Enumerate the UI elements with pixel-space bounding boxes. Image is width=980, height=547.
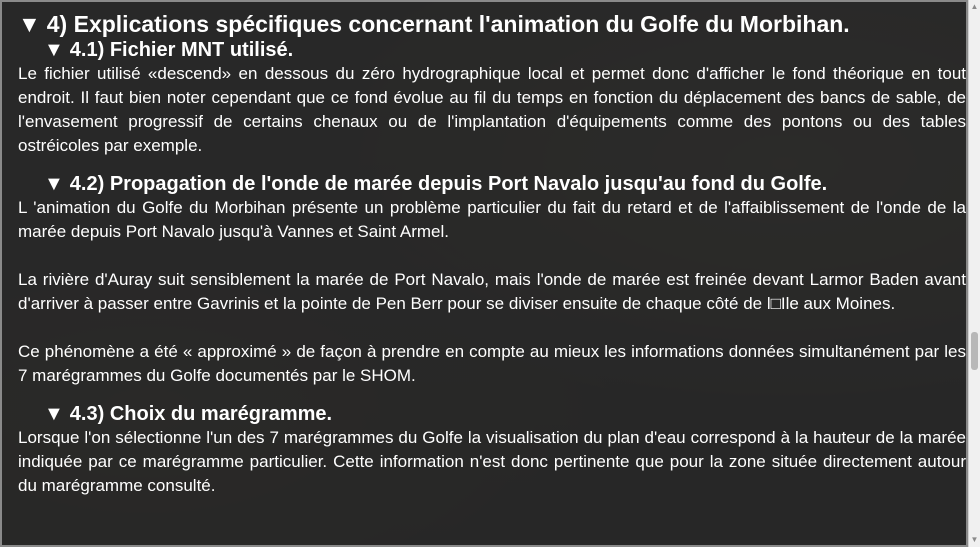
paragraph: Lorsque l'on sélectionne l'un des 7 marégrammes du Golfe la visualisation du plan d'eau correspond à la hauteur de la marée indiquée par ce marégramme particulier. Cette information n'est donc pertinente que pour la zone située directement autour du marégramme consulté. <box>18 428 966 495</box>
collapse-triangle-icon[interactable]: ▼ <box>44 39 64 61</box>
collapse-triangle-icon[interactable]: ▼ <box>18 11 41 37</box>
paragraph: Ce phénomène a été « approximé » de façon à prendre en compte au mieux les informations données simultanément par les 7 marégrammes du Golfe documentés par le SHOM. <box>18 342 966 385</box>
scroll-down-arrow-icon[interactable]: ▼ <box>970 535 979 544</box>
scroll-up-arrow-icon[interactable]: ▲ <box>970 2 979 11</box>
section-heading[interactable] <box>18 10 966 38</box>
paragraph: La rivière d'Auray suit sensiblement la marée de Port Navalo, mais l'onde de marée est freinée devant Larmor Baden avant d'arriver à passer entre Gavrinis et la pointe de Pen Berr pour se diviser ensuite de chaque côté de l□Ile aux Moines. <box>18 270 966 313</box>
subsection-heading-4-2[interactable] <box>44 172 966 196</box>
paragraph: Le fichier utilisé «descend» en dessous du zéro hydrographique local et permet donc d'afficher le fond théorique en tout endroit. Il faut bien noter cependant que ce fond évolue au fil du temps en fonction du déplacement des bancs de sable, de l'envasement progressif de certains chenaux ou de l'implantation d'équipements comme des pontons ou des tables ostréicoles par exemple. <box>18 64 966 155</box>
subsection-heading-4-1[interactable] <box>44 38 966 62</box>
subsection-title: 4.3) Choix du marégramme. <box>69 403 333 425</box>
subsection-title: 4.2) Propagation de l'onde de marée depuis Port Navalo jusqu'au fond du Golfe. <box>69 173 828 195</box>
help-content <box>18 10 966 498</box>
subsection-heading-4-3[interactable] <box>44 402 966 426</box>
collapse-triangle-icon[interactable]: ▼ <box>44 173 64 195</box>
subsection-title: 4.1) Fichier MNT utilisé. <box>69 39 294 61</box>
paragraph: L 'animation du Golfe du Morbihan présente un problème particulier du fait du retard et de l'affaiblissement de l'onde de la marée depuis Port Navalo jusqu'à Vannes et Saint Armel. <box>18 198 966 241</box>
vertical-scrollbar[interactable] <box>968 0 980 547</box>
section-title: 4) Explications spécifiques concernant l'animation du Golfe du Morbihan. <box>46 11 850 37</box>
collapse-triangle-icon[interactable]: ▼ <box>44 403 64 425</box>
scrollbar-thumb[interactable] <box>971 332 978 370</box>
